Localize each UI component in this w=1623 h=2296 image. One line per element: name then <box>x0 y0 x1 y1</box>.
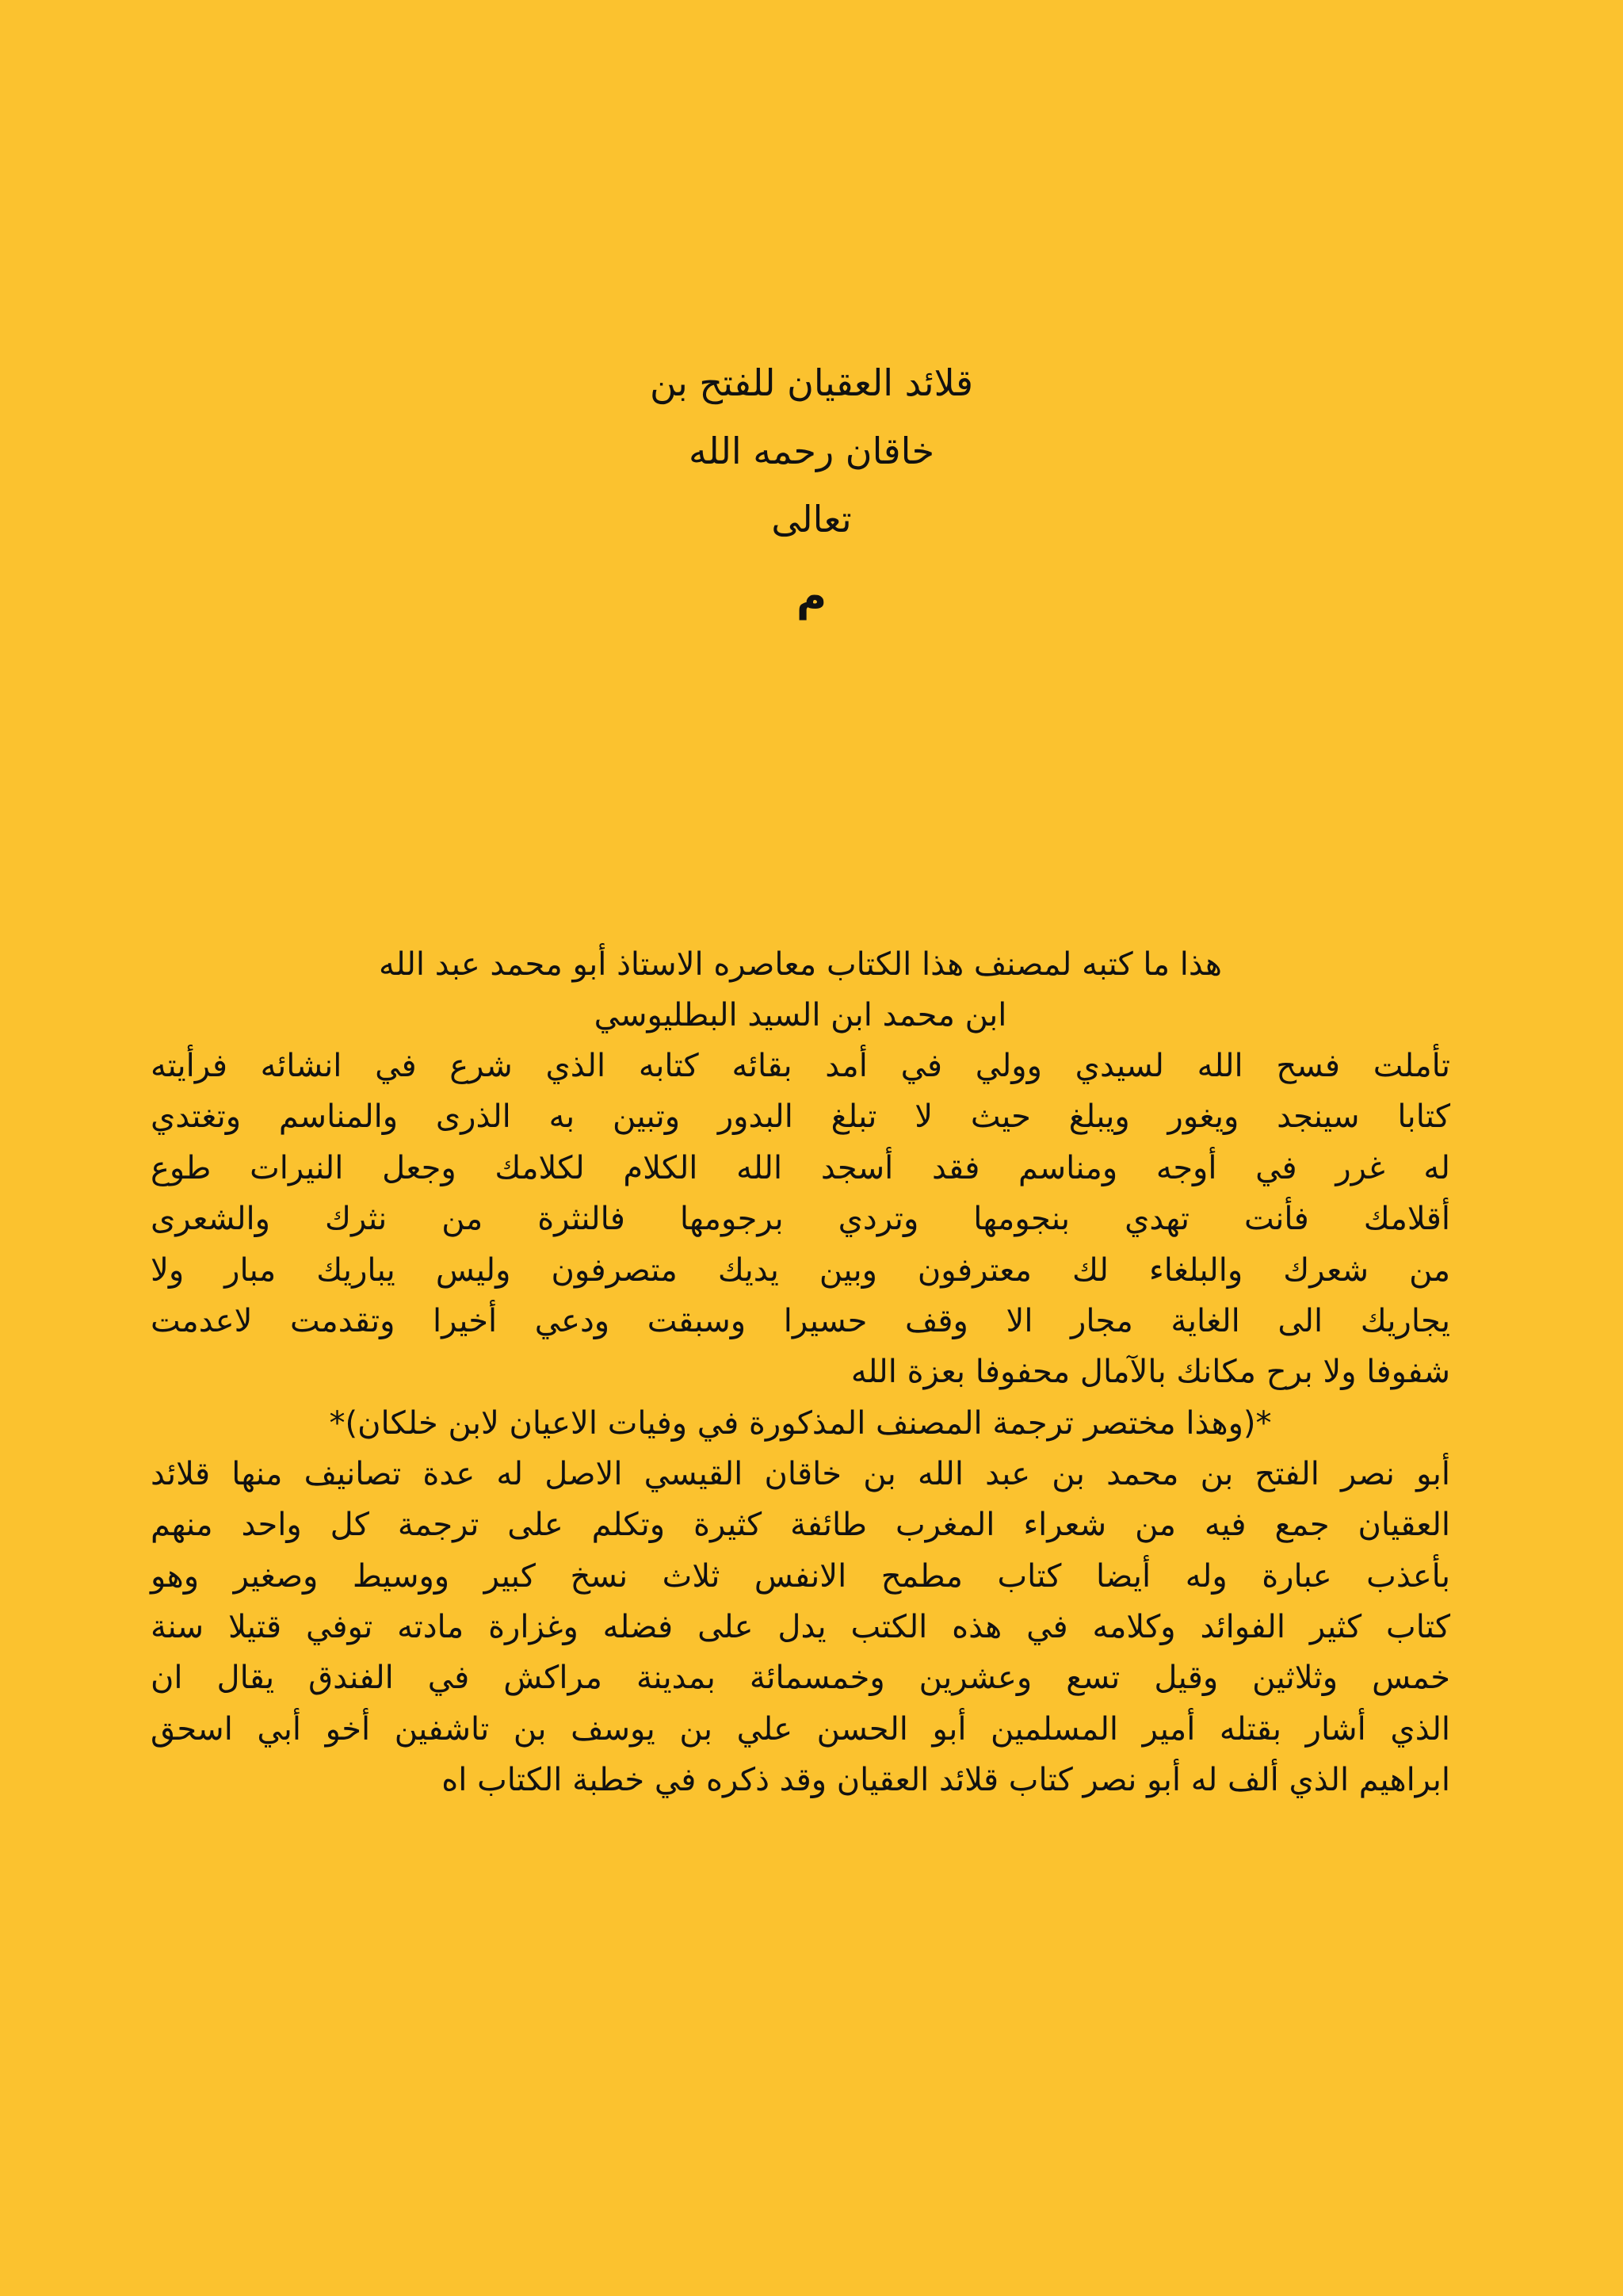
book-title-block <box>0 349 1623 640</box>
book-title-line-2: خاقان رحمه الله <box>688 430 935 472</box>
intro-text-line: شفوفا ولا برح مكانك بالآمال محفوفا بعزة الله <box>850 1354 1450 1391</box>
biography-text-line: بأعذب عبارة وله أيضا كتاب مطمح الانفس ثلاث نسخ كبير ووسيط وصغير وهو <box>151 1557 1450 1595</box>
page-marker: م <box>796 573 827 621</box>
biography-text-line: أبو نصر الفتح بن محمد بن عبد الله بن خاقان القيسي الاصل له عدة تصانيف منها قلائد <box>151 1455 1450 1492</box>
intro-heading-line-1: هذا ما كتبه لمصنف هذا الكتاب معاصره الاستاذ أبو محمد عبد الله <box>379 946 1222 983</box>
intro-text-line: كتابا سينجد ويغور ويبلغ حيث لا تبلغ البدور وتبين به الذرى والمناسم وتغتدي <box>151 1098 1450 1136</box>
intro-text-line: يجاريك الى الغاية مجار الا وقف حسيرا وسبقت ودعي أخيرا وتقدمت لاعدمت <box>151 1303 1450 1340</box>
intro-text-line: له غرر في أوجه ومناسم فقد أسجد الله الكلام لكلامك وجعل النيرات طوع <box>151 1149 1450 1186</box>
biography-text-line: العقيان جمع فيه من شعراء المغرب طائفة كثيرة وتكلم على ترجمة كل واحد منهم <box>151 1507 1450 1544</box>
book-title-line-1: قلائد العقيان للفتح بن <box>649 361 974 404</box>
intro-text-line: من شعرك والبلغاء لك معترفون وبين يديك متصرفون وليس يباريك مبار ولا <box>151 1251 1450 1289</box>
biography-heading: *(وهذا مختصر ترجمة المصنف المذكورة في وفيات الاعيان لابن خلكان)* <box>329 1404 1272 1442</box>
biography-text-line: خمس وثلاثين وقيل تسع وعشرين وخمسمائة بمدينة مراكش في الفندق يقال ان <box>151 1660 1450 1697</box>
biography-text-line: كتاب كثير الفوائد وكلامه في هذه الكتب يدل على فضله وغزارة مادته توفي قتيلا سنة <box>151 1609 1450 1646</box>
intro-heading-line-2: ابن محمد ابن السيد البطليوسي <box>594 997 1007 1033</box>
biography-text-line: ابراهيم الذي ألف له أبو نصر كتاب قلائد العقيان وقد ذكره في خطبة الكتاب اه <box>441 1762 1450 1799</box>
intro-text-line: تأملت فسح الله لسيدي وولي في أمد بقائه كتابه الذي شرع في انشائه فرأيته <box>151 1048 1450 1084</box>
main-text-block <box>151 939 1450 1806</box>
book-title-line-3: تعالى <box>771 498 852 541</box>
intro-text-line: أقلامك فأنت تهدي بنجومها وتردي برجومها فالنثرة من نثرك والشعرى <box>151 1201 1450 1238</box>
biography-text-line: الذي أشار بقتله أمير المسلمين أبو الحسن علي بن يوسف بن تاشفين أخو أبي اسحق <box>151 1710 1450 1748</box>
